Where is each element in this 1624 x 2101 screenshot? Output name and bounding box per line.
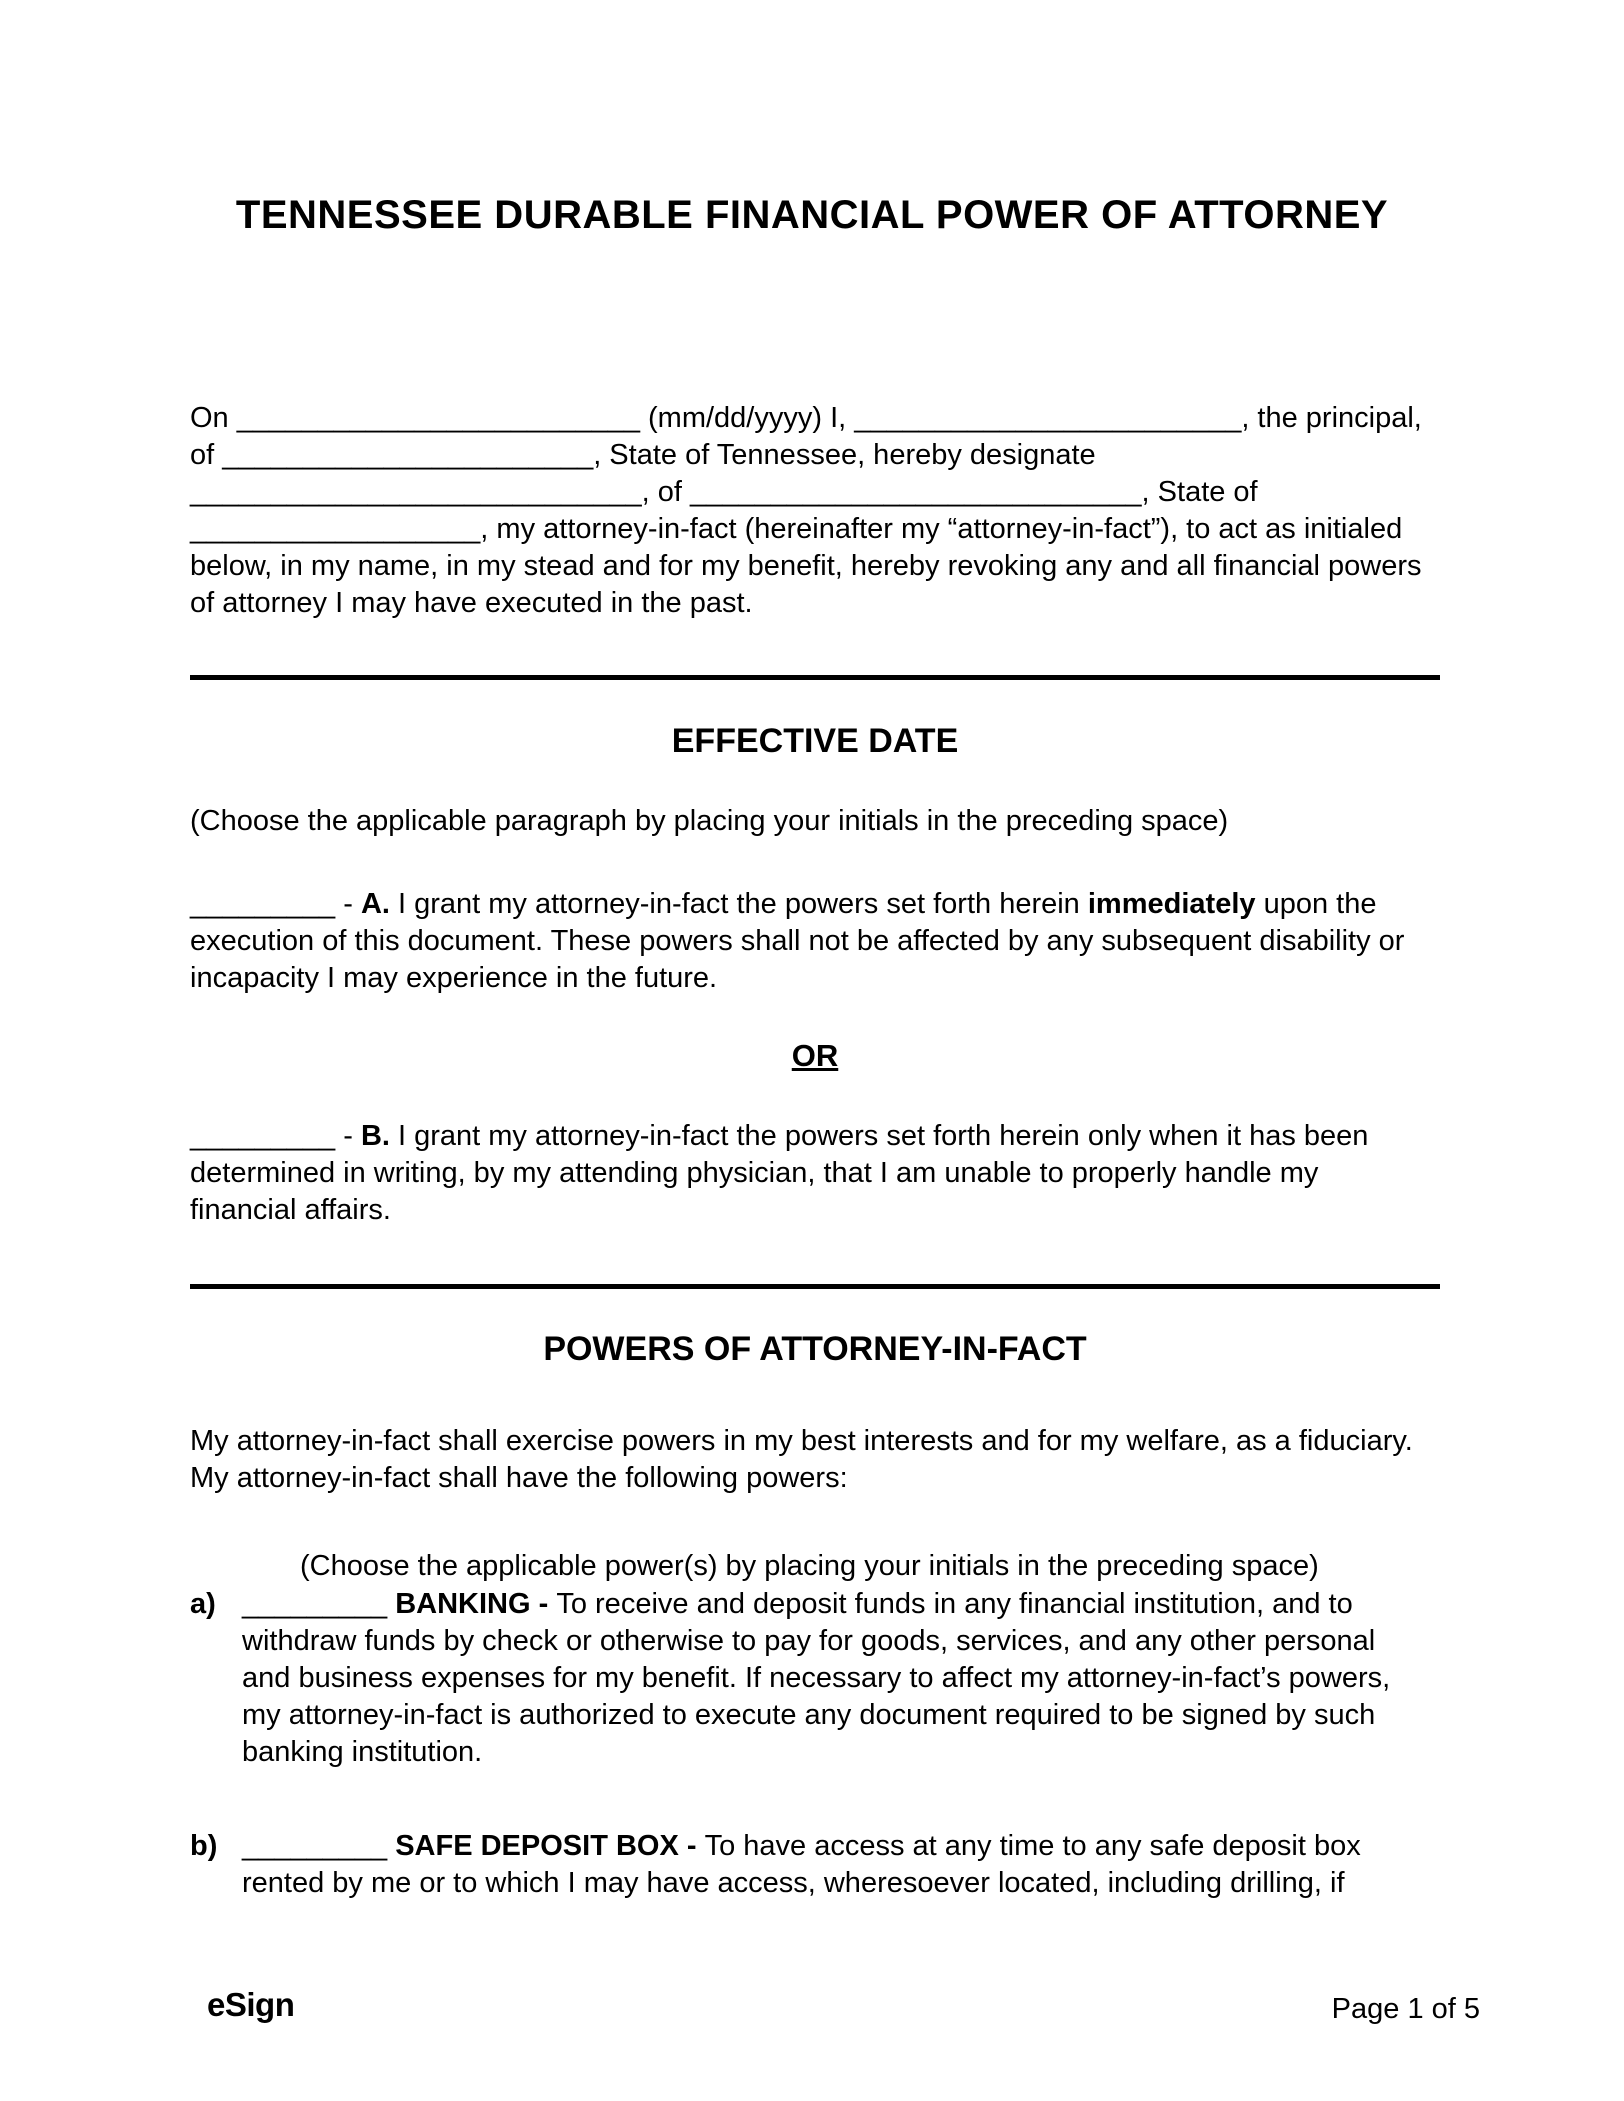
option-b-text: I grant my attorney-in-fact the powers set forth herein only when it has been bbox=[389, 1120, 1369, 1152]
option-b-line-2: determined in writing, by my attending physician, that I am unable to properly handle my bbox=[190, 1157, 1319, 1189]
document-title: TENNESSEE DURABLE FINANCIAL POWER OF ATTORNEY bbox=[235, 193, 1389, 237]
banking-initials-blank: _________ bbox=[242, 1588, 396, 1620]
powers-heading: POWERS OF ATTORNEY-IN-FACT bbox=[543, 1330, 1087, 1368]
banking-separator: - bbox=[530, 1588, 557, 1620]
powers-instruction bbox=[190, 1548, 1550, 1585]
intro-line-2: of _______________________, State of Tennessee, hereby designate bbox=[190, 439, 1096, 471]
effective-date-heading: EFFECTIVE DATE bbox=[671, 722, 959, 760]
banking-line-2: withdraw funds by check or otherwise to pay for goods, services, and any other personal bbox=[242, 1625, 1376, 1657]
option-b-paragraph bbox=[190, 1118, 1440, 1229]
instruction-text: (Choose the applicable paragraph by placing your initials in the preceding space) bbox=[190, 805, 1229, 837]
intro-line-6: of attorney I may have executed in the past. bbox=[190, 587, 753, 619]
powers-intro-paragraph bbox=[190, 1423, 1440, 1497]
banking-line-5: banking institution. bbox=[242, 1736, 483, 1768]
powers-intro-line-2: My attorney-in-fact shall have the following powers: bbox=[190, 1462, 848, 1494]
safe-deposit-initials-blank: _________ bbox=[242, 1830, 396, 1862]
option-b-line-3: financial affairs. bbox=[190, 1194, 391, 1226]
intro-line-3: ____________________________, of ____________________________, State of bbox=[190, 476, 1258, 508]
power-item-banking bbox=[190, 1586, 1440, 1771]
intro-line-4: __________________, my attorney-in-fact (hereinafter my “attorney-in-fact”), to act as initialed bbox=[190, 513, 1403, 545]
section-divider bbox=[190, 1284, 1440, 1289]
option-a-line-1 bbox=[190, 886, 1440, 923]
option-b-label: B. bbox=[360, 1120, 390, 1152]
item-marker-a: a) bbox=[190, 1588, 216, 1620]
power-item-safe-deposit-box bbox=[190, 1828, 1440, 1902]
powers-intro-line-1: My attorney-in-fact shall exercise powers in my best interests and for my welfare, as a fiduciary. bbox=[190, 1425, 1413, 1457]
banking-line-1 bbox=[242, 1586, 1440, 1623]
option-a-text-end: upon the bbox=[1255, 888, 1377, 920]
item-marker-b: b) bbox=[190, 1830, 218, 1862]
option-a-bold-word: immediately bbox=[1087, 888, 1256, 920]
safe-deposit-line-1 bbox=[242, 1828, 1440, 1865]
effective-date-instruction bbox=[190, 803, 1440, 840]
or-separator bbox=[190, 1038, 1440, 1074]
option-a-initials-blank: _________ - bbox=[190, 888, 361, 920]
intro-paragraph bbox=[190, 400, 1440, 622]
banking-text: To receive and deposit funds in any financial institution, and to bbox=[556, 1588, 1353, 1620]
banking-line-4: my attorney-in-fact is authorized to execute any document required to be signed by such bbox=[242, 1699, 1376, 1731]
instruction-text: (Choose the applicable power(s) by placing your initials in the preceding space) bbox=[300, 1550, 1319, 1582]
option-a-line-2: execution of this document. These powers shall not be affected by any subsequent disability or bbox=[190, 925, 1405, 957]
option-a-line-3: incapacity I may experience in the future. bbox=[190, 962, 718, 994]
option-b-line-1 bbox=[190, 1118, 1440, 1155]
banking-label: BANKING bbox=[395, 1588, 531, 1620]
safe-deposit-separator: - bbox=[678, 1830, 705, 1862]
section-divider bbox=[190, 675, 1440, 680]
safe-deposit-line-2: rented by me or to which I may have access, wheresoever located, including drilling, if bbox=[242, 1867, 1345, 1899]
or-label: OR bbox=[791, 1038, 839, 1073]
page-number: Page 1 of 5 bbox=[1331, 1993, 1480, 2025]
option-a-text: I grant my attorney-in-fact the powers set forth herein bbox=[389, 888, 1088, 920]
option-a-paragraph bbox=[190, 886, 1440, 997]
intro-line-5: below, in my name, in my stead and for my benefit, hereby revoking any and all financial powers bbox=[190, 550, 1422, 582]
intro-line-1: On _________________________ (mm/dd/yyyy) I, ________________________, the principal, bbox=[190, 402, 1422, 434]
option-b-initials-blank: _________ - bbox=[190, 1120, 361, 1152]
safe-deposit-label: SAFE DEPOSIT BOX bbox=[395, 1830, 679, 1862]
safe-deposit-text: To have access at any time to any safe deposit box bbox=[704, 1830, 1361, 1862]
option-a-label: A. bbox=[360, 888, 390, 920]
esign-logo: eSign bbox=[207, 1986, 295, 2023]
banking-line-3: and business expenses for my benefit. If necessary to affect my attorney-in-fact’s powers, bbox=[242, 1662, 1391, 1694]
